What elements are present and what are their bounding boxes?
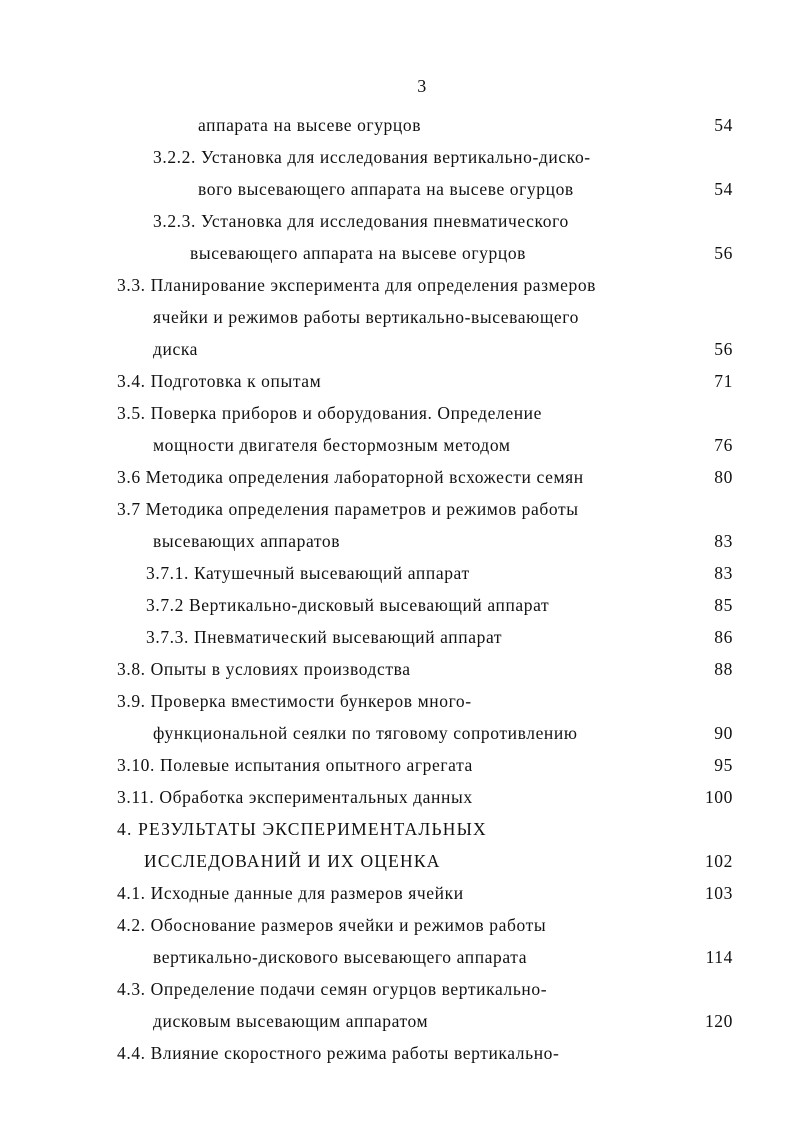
toc-entry-text: 3.4. Подготовка к опытам xyxy=(117,371,322,391)
toc-entry-text: 3.6 Методика определения лабораторной всхожести семян xyxy=(117,467,584,487)
toc-entry-text: функциональной сеялки по тяговому сопротивлению xyxy=(153,723,578,743)
toc-entry-page: 80 xyxy=(714,467,733,487)
toc-entry-text: 3.10. Полевые испытания опытного агрегата xyxy=(117,755,473,775)
toc-entry-page: 54 xyxy=(714,115,733,135)
toc-entry-text: 3.8. Опыты в условиях производства xyxy=(117,659,411,679)
toc-entry-page: 85 xyxy=(714,595,733,615)
toc-entry-page: 71 xyxy=(714,371,733,391)
toc-entry-text: 3.2.2. Установка для исследования вертикально-диско- xyxy=(153,147,591,167)
toc-entry-text: 3.7.2 Вертикально-дисковый высевающий аппарат xyxy=(146,595,550,615)
toc-entry-page: 83 xyxy=(714,531,733,551)
toc-entry-page: 54 xyxy=(714,179,733,199)
toc-entry-page: 103 xyxy=(704,883,733,903)
toc-entry-text: высевающих аппаратов xyxy=(153,531,341,551)
toc-entry-text: вого высевающего аппарата на высеве огурцов xyxy=(198,179,574,199)
toc-entry-text: ячейки и режимов работы вертикально-высевающего xyxy=(153,307,579,327)
toc-entry-text: 3.5. Поверка приборов и оборудования. Определение xyxy=(117,403,542,423)
toc-entry-text: 3.7.3. Пневматический высевающий аппарат xyxy=(146,627,503,647)
toc-entry-page: 114 xyxy=(705,947,733,967)
toc-entry-text: 3.11. Обработка экспериментальных данных xyxy=(117,787,473,807)
toc-entry-text: дисковым высевающим аппаратом xyxy=(153,1011,429,1031)
toc-entry-text: вертикально-дискового высевающего аппарата xyxy=(153,947,528,967)
toc-entry-page: 95 xyxy=(714,755,733,775)
page-number: 3 xyxy=(417,76,427,96)
toc-entry-text: 4.2. Обоснование размеров ячейки и режимов работы xyxy=(117,915,547,935)
toc-entry-page: 83 xyxy=(714,563,733,583)
toc-entry-text: аппарата на высеве огурцов xyxy=(198,115,422,135)
toc-chapter-heading: ИССЛЕДОВАНИЙ И ИХ ОЦЕНКА xyxy=(144,851,441,871)
toc-entry-text: 3.7.1. Катушечный высевающий аппарат xyxy=(146,563,470,583)
toc-entry-page: 120 xyxy=(704,1011,733,1031)
toc-entry-text: 3.2.3. Установка для исследования пневматического xyxy=(153,211,569,231)
toc-entry-text: диска xyxy=(153,339,199,359)
toc-entry-page: 86 xyxy=(714,627,733,647)
toc-entry-text: 3.7 Методика определения параметров и режимов работы xyxy=(117,499,579,519)
toc-entry-page: 100 xyxy=(704,787,733,807)
toc-entry-text: 4.4. Влияние скоростного режима работы вертикально- xyxy=(117,1043,560,1063)
toc-entry-text: мощности двигателя бестормозным методом xyxy=(153,435,511,455)
toc-entry-page: 90 xyxy=(714,723,733,743)
toc-entry-page: 56 xyxy=(714,339,733,359)
toc-entry-page: 56 xyxy=(714,243,733,263)
toc-entry-text: 4.3. Определение подачи семян огурцов вертикально- xyxy=(117,979,548,999)
toc-entry-text: 3.3. Планирование эксперимента для определения размеров xyxy=(117,275,597,295)
toc-entry-text: 3.9. Проверка вместимости бункеров много- xyxy=(117,691,472,711)
toc-entry-text: 4.1. Исходные данные для размеров ячейки xyxy=(117,883,464,903)
toc-entry-page: 76 xyxy=(714,435,733,455)
toc-entry-text: высевающего аппарата на высеве огурцов xyxy=(190,243,527,263)
toc-entry-page: 102 xyxy=(704,851,733,871)
toc-entry-page: 88 xyxy=(714,659,733,679)
toc-chapter-heading: 4. РЕЗУЛЬТАТЫ ЭКСПЕРИМЕНТАЛЬНЫХ xyxy=(117,819,487,839)
